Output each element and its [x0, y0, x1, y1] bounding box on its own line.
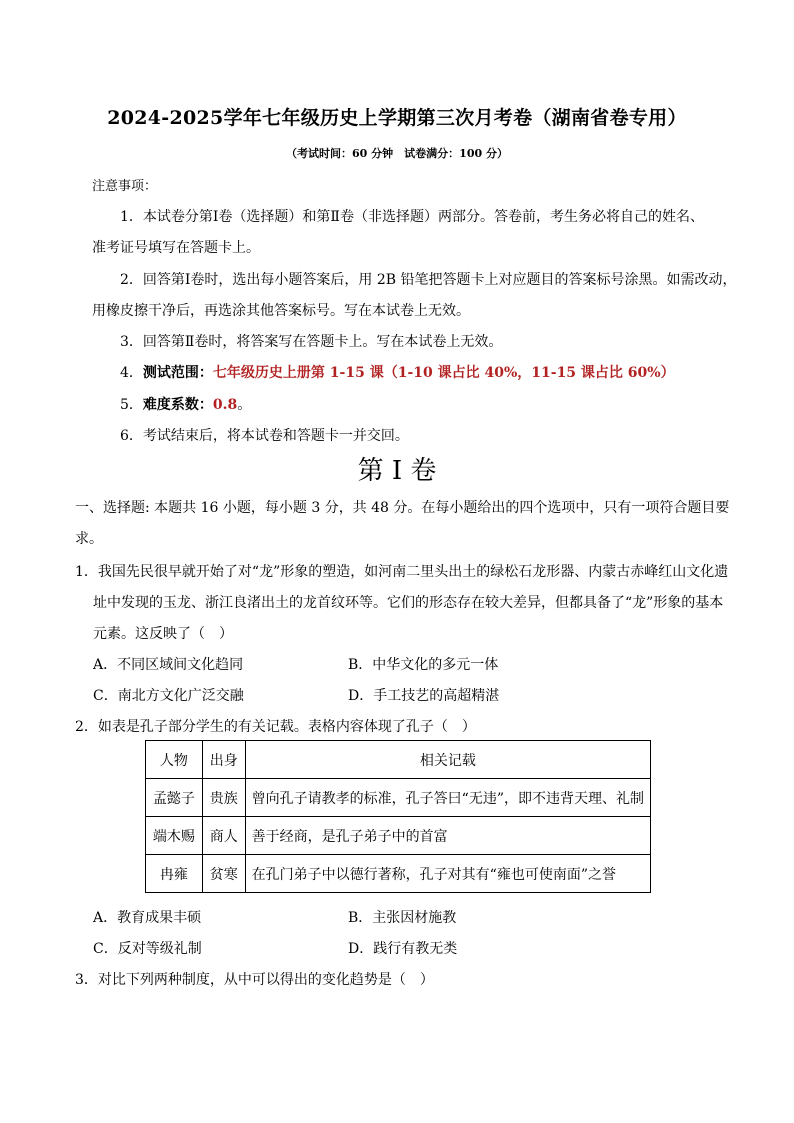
notice-item-5	[120, 394, 251, 414]
table-cell: 在孔门弟子中以德行著称，孔子对其有“雍也可使南面”之誉	[245, 855, 650, 893]
table-row	[146, 855, 651, 893]
table-cell: 贵族	[202, 779, 245, 817]
section-title: 第 I 卷	[357, 456, 437, 486]
notice-item-6: 6．考试结束后，将本试卷和答题卡一并交回。	[120, 428, 409, 444]
q2-option-a: A．教育成果丰硕	[93, 910, 202, 926]
q1-option-b: B．中华文化的多元一体	[348, 657, 499, 673]
table-header-cell: 出身	[202, 741, 245, 779]
table-row	[146, 779, 651, 817]
table-cell: 端木赐	[146, 817, 203, 855]
test-scope-value: 七年级历史上册第 1-15 课（1-10 课占比 40%，11-15 课占比 60%）	[212, 365, 675, 381]
table-cell: 贫寒	[202, 855, 245, 893]
notice-item-3: 3．回答第Ⅱ卷时，将答案写在答题卡上。写在本试卷上无效。	[120, 334, 503, 350]
q1-option-a: A．不同区域间文化趋同	[93, 657, 244, 673]
notice-item-2-line-2: 用橡皮擦干净后，再选涂其他答案标号。写在本试卷上无效。	[92, 303, 470, 319]
instructions-line-2: 求。	[75, 531, 103, 547]
q1-option-c: C．南北方文化广泛交融	[93, 688, 244, 704]
table-cell: 孟懿子	[146, 779, 203, 817]
table-header-cell: 人物	[146, 741, 203, 779]
notice-item-4	[120, 362, 675, 382]
q3-stem: 3．对比下列两种制度，从中可以得出的变化趋势是（ ）	[75, 972, 434, 988]
notice-item-1-line-2: 准考证号填写在答题卡上。	[92, 240, 260, 256]
table-cell: 善于经商，是孔子弟子中的首富	[245, 817, 650, 855]
exam-title: 2024-2025学年七年级历史上学期第三次月考卷（湖南省卷专用）	[107, 107, 687, 129]
difficulty-value: 0.8	[212, 397, 238, 413]
difficulty-end: 。	[237, 397, 252, 413]
q1-stem-line-1: 1．我国先民很早就开始了对“龙”形象的塑造，如河南二里头出土的绿松石龙形器、内蒙古赤峰红山文化遗	[75, 564, 729, 580]
q2-table	[145, 740, 651, 893]
notice-item-1-line-1: 1．本试卷分第Ⅰ卷（选择题）和第Ⅱ卷（非选择题）两部分。答卷前，考生务必将自己的姓名、	[120, 209, 704, 225]
q1-stem-line-2: 址中发现的玉龙、浙江良渚出土的龙首纹环等。它们的形态存在较大差异，但都具备了“龙”形象的基本	[93, 595, 724, 611]
q1-stem-line-3: 元素。这反映了（ ）	[93, 626, 233, 642]
notice-item-4-prefix: 4．	[120, 365, 143, 381]
q2-option-d: D．践行有教无类	[348, 941, 458, 957]
notice-heading: 注意事项：	[92, 179, 158, 194]
table-header-cell: 相关记载	[245, 741, 650, 779]
q2-option-b: B．主张因材施教	[348, 910, 457, 926]
notice-item-5-prefix: 5．	[120, 397, 143, 413]
test-scope-label: 测试范围：	[142, 365, 213, 381]
q2-stem: 2．如表是孔子部分学生的有关记载。表格内容体现了孔子（ ）	[75, 719, 476, 735]
q2-option-c: C．反对等级礼制	[93, 941, 202, 957]
q1-option-d: D．手工技艺的高超精湛	[348, 688, 500, 704]
exam-subtitle: （考试时间：60 分钟 试卷满分：100 分）	[286, 147, 508, 160]
table-header-row	[146, 741, 651, 779]
table-cell: 曾向孔子请教孝的标准，孔子答曰“无违”，即不违背天理、礼制	[245, 779, 650, 817]
instructions-line-1: 一、选择题: 本题共 16 小题，每小题 3 分，共 48 分。在每小题给出的四个选项中，只有一项符合题目要	[75, 500, 730, 516]
difficulty-label: 难度系数：	[142, 397, 213, 413]
table-cell: 冉雍	[146, 855, 203, 893]
notice-item-2-line-1: 2．回答第Ⅰ卷时，选出每小题答案后，用 2B 铅笔把答题卡上对应题目的答案标号涂黑。如需改动，	[120, 272, 737, 288]
table-cell: 商人	[202, 817, 245, 855]
table-row	[146, 817, 651, 855]
